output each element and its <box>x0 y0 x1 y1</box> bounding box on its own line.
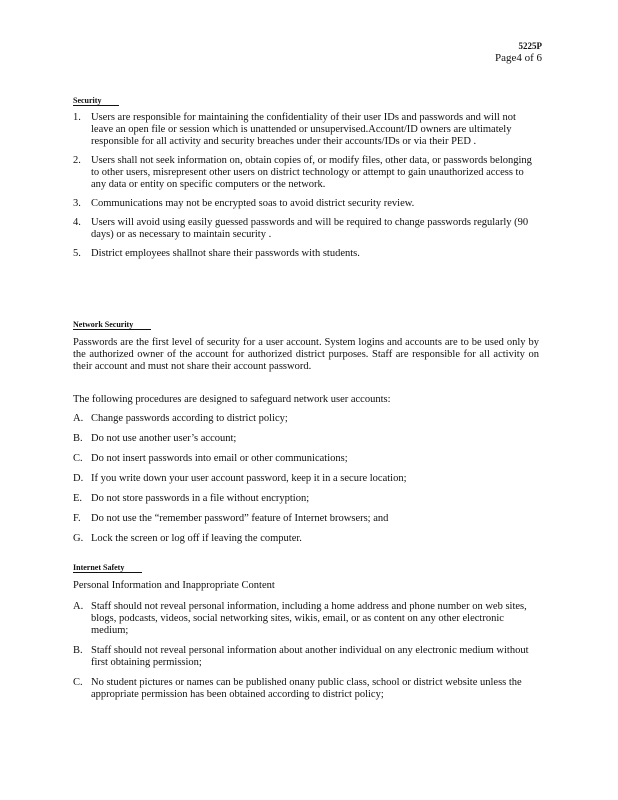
security-list <box>73 112 539 260</box>
list-marker: D. <box>73 473 84 484</box>
list-marker: E. <box>73 493 83 504</box>
internet-safety-subheading: Personal Information and Inappropriate Content <box>73 580 275 591</box>
list-item-text: No student pictures or names can be published onany public class, school or district website unless the appropriate permission has been obtained according to district policy; <box>91 677 522 700</box>
list-item-text: Do not store passwords in a file without encryption; <box>91 493 310 504</box>
list-item <box>73 217 539 241</box>
list-marker: C. <box>73 453 83 464</box>
list-marker: B. <box>73 645 83 656</box>
list-item <box>73 433 539 445</box>
list-item-text: Do not insert passwords into email or other communications; <box>91 453 348 464</box>
list-item-text: Lock the screen or log off if leaving the computer. <box>91 533 302 544</box>
network-security-heading: Network Security <box>73 320 151 330</box>
internet-safety-list <box>73 601 539 701</box>
network-security-intro: The following procedures are designed to safeguard network user accounts: <box>73 394 391 405</box>
list-marker: 1. <box>73 112 81 123</box>
list-item <box>73 155 539 191</box>
list-item <box>73 112 539 148</box>
list-item-text: Do not use another user’s account; <box>91 433 237 444</box>
list-item-text: Do not use the “remember password” feature of Internet browsers; and <box>91 513 389 524</box>
list-marker: 4. <box>73 217 81 228</box>
list-item-text: If you write down your user account password, keep it in a secure location; <box>91 473 407 484</box>
list-marker: A. <box>73 601 84 612</box>
list-item <box>73 533 539 545</box>
list-marker: A. <box>73 413 84 424</box>
list-item <box>73 513 539 525</box>
list-item-text: Staff should not reveal personal information, including a home address and phone number on web sites, blogs, podcasts, videos, social networking sites, wikis, email, or as content on any other electronic medium; <box>91 601 527 636</box>
list-item <box>73 677 539 701</box>
list-marker: F. <box>73 513 81 524</box>
policy-code: 5225P <box>518 41 542 51</box>
list-item-text: Change passwords according to district policy; <box>91 413 288 424</box>
security-heading: Security <box>73 96 119 106</box>
page-indicator: Page4 of 6 <box>494 52 542 64</box>
list-item-text: Communications may not be encrypted soas to avoid district security review. <box>91 198 415 209</box>
list-item <box>73 601 539 637</box>
internet-safety-heading: Internet Safety <box>73 563 142 573</box>
list-item <box>73 473 539 485</box>
list-item <box>73 453 539 465</box>
list-item-text: Users shall not seek information on, obtain copies of, or modify files, other data, or passwords belonging to other users, misrepresent other users on district technology or attempt to gain unauthorized access to any data or entity on specific computers or the network. <box>91 155 532 190</box>
list-item-text: District employees shallnot share their passwords with students. <box>91 248 360 259</box>
list-item <box>73 493 539 505</box>
network-security-list <box>73 413 539 545</box>
list-item-text: Users are responsible for maintaining the confidentiality of their user IDs and passwords and will not leave an open file or session which is unattended or unsupervised.Account/ID owners are ultimately responsible for all activity and security breaches under their accounts/IDs or via their PED . <box>91 112 516 147</box>
list-item-text: Users will avoid using easily guessed passwords and will be required to change passwords regularly (90 days) or as necessary to maintain security . <box>91 217 529 240</box>
list-marker: 5. <box>73 248 81 259</box>
network-security-paragraph: Passwords are the first level of security for a user account. System logins and accounts are to be used only by the authorized owner of the account for authorized district purposes. Staff are responsible for all activity on their account and must not share their account password. <box>73 337 539 372</box>
list-marker: B. <box>73 433 83 444</box>
list-item-text: Staff should not reveal personal information about another individual on any electronic medium without first obtaining permission; <box>91 645 529 668</box>
list-marker: 2. <box>73 155 81 166</box>
list-marker: G. <box>73 533 84 544</box>
list-marker: C. <box>73 677 83 688</box>
list-item <box>73 645 539 669</box>
list-item <box>73 198 539 210</box>
list-item <box>73 248 539 260</box>
list-marker: 3. <box>73 198 81 209</box>
page-header <box>495 40 542 64</box>
list-item <box>73 413 539 425</box>
